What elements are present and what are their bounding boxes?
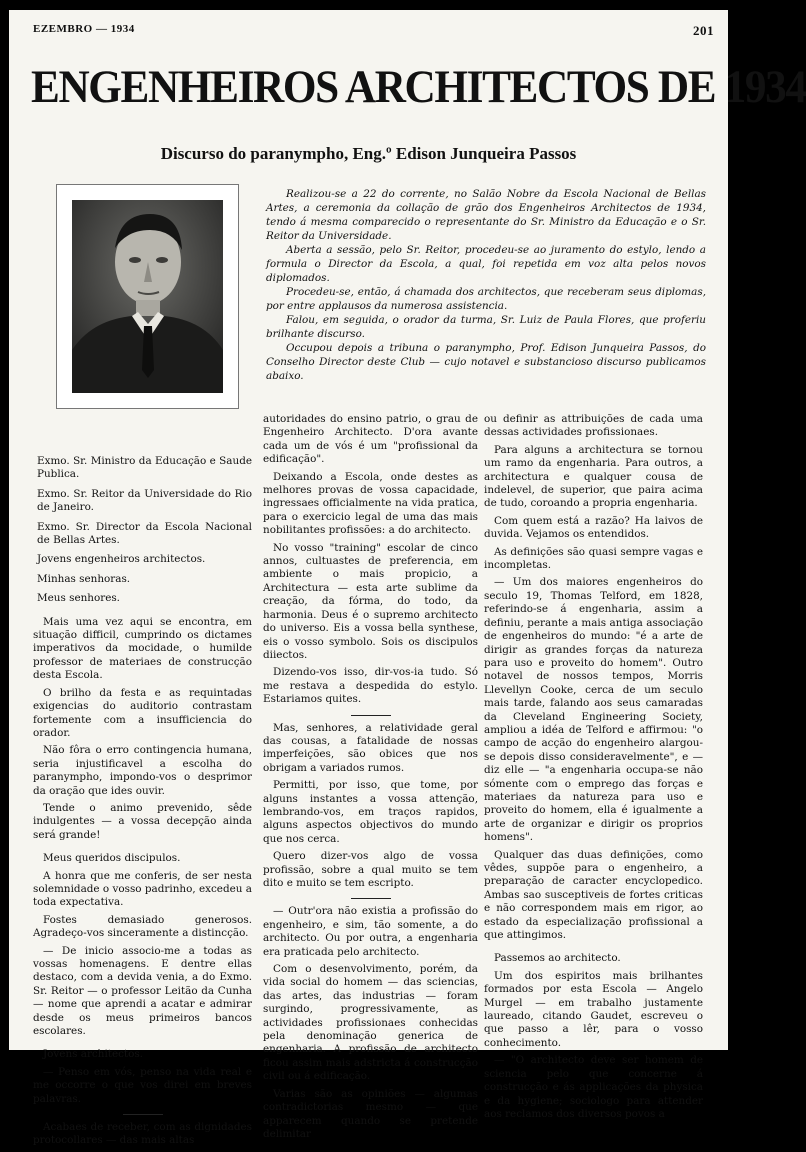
salutation-line: Jovens engenheiros architectos.: [37, 553, 206, 566]
body-paragraph: Meus queridos discipulos.: [43, 852, 181, 865]
body-paragraph: As definições são quasi sempre vagas e incompletas.: [484, 545, 703, 572]
body-paragraph: Deixando a Escola, onde destes as melhores provas de vossa capacidade, ingressaes officialmente na vida pratica, para o exercicio legal de uma das mais nobilitantes profissões: a do architecto.: [263, 470, 478, 537]
portrait-photo: [56, 184, 239, 409]
body-paragraph: O brilho da festa e as requintadas exigencias do auditorio contrastam fortemente com a insufficiencia do orador.: [33, 686, 252, 739]
text-column-2: [263, 413, 478, 1145]
body-paragraph: Jovens architectos.: [43, 1048, 143, 1061]
section-divider: [351, 898, 391, 899]
magazine-page: [9, 10, 806, 1147]
intro-paragraph: Realizou-se a 22 do corrente, no Salão Nobre da Escola Nacional de Bellas Artes, a ceremonia da collação de grão dos Engenheiros Architectos de 1934, tendo á mesma comparecido o representante do Sr. Ministro da Educação e o Sr. Reitor da Universidade.: [266, 188, 706, 242]
intro-paragraph: Occupou depois a tribuna o paranympho, Prof. Edison Junqueira Passos, do Conselho Director deste Club — cujo notavel e substancioso discurso publicamos abaixo.: [266, 342, 706, 382]
portrait-image: [72, 200, 223, 393]
body-paragraph: Dizendo-vos isso, dir-vos-ia tudo. Só me restava a despedida do estylo. Estariamos quites.: [263, 666, 478, 706]
body-paragraph: Qualquer das duas definições, como vêdes, suppõe para o engenheiro, a preparação de caracter encyclopedico. Ambas sao susceptiveis de fortes criticas e não correspondem mais em rigor, ao estado da especialização profissional a que attingimos.: [484, 848, 703, 942]
body-paragraph: autoridades do ensino patrio, o grau de Engenheiro Architecto. D'ora avante cada um de vós é um "profissional da edificação".: [263, 413, 478, 466]
body-paragraph: — "O architecto deve ser homem de sciencia pelo que concerne á construcção e ás applicações da physica e da hygiene; sociologo para attender aos reclamos dos diversos povos a: [484, 1054, 703, 1120]
body-paragraph: Mais uma vez aqui se encontra, em situação difficil, cumprindo os dictames imperativos da mocidade, o humilde professor de materiaes de construcção desta Escola.: [33, 615, 252, 682]
body-paragraph: — De inicio associo-me a todas as vossas homenagens. E dentre ellas destaco, com a devida venia, a do Exmo. Sr. Reitor — o professor Leitão da Cunha — nome que aprendi a acatar e admirar desde os meus primeiros bancos escolares.: [33, 944, 252, 1038]
body-paragraph: Acabaes de receber, com as dignidades protocollares — das mais altas: [33, 1121, 252, 1147]
body-paragraph: No vosso "training" escolar de cinco annos, cultuastes de preferencia, em ambiente o mais propicio, a Architectura — esta arte sublime da creação, da fórma, do todo, da harmonia. Deus é o supremo architecto do universo. Eis a vossa bella synthese, eis o vosso symbolo. Sois os discipulos diiectos.: [263, 541, 478, 661]
salutation-line: Minhas senhoras.: [37, 572, 131, 585]
text-column-3: [484, 413, 703, 1125]
text-column-1: [33, 455, 252, 1152]
salutation-line: Exmo. Sr. Ministro da Educação e Saude Publica.: [37, 455, 252, 481]
section-divider: [123, 1114, 163, 1115]
page-number: 201: [693, 23, 714, 38]
body-paragraph: Fostes demasiado generosos. Agradeço-vos sinceramente a distincção.: [33, 913, 252, 940]
body-paragraph: — Penso em vós, penso na vida real e me occorre o que vos direi em breves palavras.: [33, 1065, 252, 1105]
body-paragraph: Passemos ao architecto.: [494, 952, 621, 965]
body-paragraph: Com quem está a razão? Ha laivos de duvida. Vejamos os entendidos.: [484, 514, 703, 541]
body-paragraph: Para alguns a architectura se tornou um ramo da engenharia. Para outros, a architectura e qualquer cousa de indelevel, de superior, que paira acima de tudo, coroando a propria engenharia.: [484, 443, 703, 510]
salutation-line: Meus senhores.: [37, 592, 120, 605]
body-paragraph: Mas, senhores, a relatividade geral das cousas, a fatalidade de nossas imperfeições, são obices que nos obrigam a variados rumos.: [263, 721, 478, 774]
article-title: ENGENHEIROS ARCHITECTOS DE 1934: [31, 61, 806, 113]
body-paragraph: Varias são as opiniões — algumas contradictorias mesmo — que apparecem quando se pretende delimitar: [263, 1087, 478, 1140]
body-paragraph: A honra que me conferis, de ser nesta solemnidade o vosso padrinho, excedeu a toda expectativa.: [33, 869, 252, 909]
running-header-date: EZEMBRO — 1934: [33, 23, 135, 35]
article-intro: [266, 187, 706, 383]
intro-paragraph: Falou, em seguida, o orador da turma, Sr. Luiz de Paula Flores, que proferiu brilhante discurso.: [266, 314, 706, 340]
body-paragraph: ou definir as attribuições de cada uma dessas actividades profissionaes.: [484, 413, 703, 439]
salutation-line: Exmo. Sr. Reitor da Universidade do Rio de Janeiro.: [37, 487, 252, 514]
body-paragraph: Um dos espiritos mais brilhantes formados por esta Escola — Angelo Murgel — em trabalho justamente laureado, citando Gaudet, escreveu o que passo a lêr, para o vosso conhecimento.: [484, 969, 703, 1049]
intro-paragraph: Aberta a sessão, pelo Sr. Reitor, procedeu-se ao juramento do estylo, lendo a formula o Director da Escola, a qual, foi repetida em voz alta pelos novos diplomados.: [266, 244, 706, 284]
body-paragraph: — Outr'ora não existia a profissão do engenheiro, e sim, tão somente, a do architecto. Ou por outra, a engenharia era praticada pelo architecto.: [263, 905, 478, 958]
body-paragraph: Tende o animo prevenido, sêde indulgentes — a vossa decepção ainda será grande!: [33, 801, 252, 841]
body-paragraph: Com o desenvolvimento, porém, da vida social do homem — das sciencias, das artes, das industrias — foram surgindo, progressivamente, as actividades profissionaes conhecidas pela denominação generica de engenharia. A profissão de architecto ficou assim mais adstricta á construcção civil ou á edificação.: [263, 963, 478, 1083]
salutation-line: Exmo. Sr. Director da Escola Nacional de Bellas Artes.: [37, 520, 252, 547]
intro-paragraph: Procedeu-se, então, á chamada dos architectos, que receberam seus diplomas, por entre applausos da numerosa assistencia.: [266, 286, 706, 312]
body-paragraph: — Um dos maiores engenheiros do seculo 19, Thomas Telford, em 1828, referindo-se á engenharia, assim a definiu, perante a mais antiga associação de engenheiros do mundo: "é a arte de dirigir as grandes forças da natureza para uso e proveito do homem". Outro notavel de nossos tempos, Morris Llevellyn Cooke, cerca de um seculo mais tarde, falando aos seus camaradas da Cleveland Engineering Society, ampliou a idéa de Telford e affirmou: "o campo de acção do engenheiro alargou-se depois disso consideravelmente", e — diz elle — "a engenharia occupa-se não sómente com o emprego das forças e materiaes da natureza para uso e proveito do homem, ella é igualmente a arte de organizar e dirigir os proprios homens".: [484, 576, 703, 844]
section-divider: [351, 715, 391, 716]
article-subtitle: Discurso do paranympho, Eng.º Edison Junqueira Passos: [160, 144, 577, 163]
body-paragraph: Quero dizer-vos algo de vossa profissão, sobre a qual muito se tem dito e muito se tem escripto.: [263, 850, 478, 889]
body-paragraph: Permitti, por isso, que tome, por alguns instantes a vossa attenção, lembrando-vos, em traços rapidos, alguns aspectos objectivos do mundo que nos cerca.: [263, 779, 478, 845]
salutation-block: [33, 455, 252, 606]
body-paragraph: Não fôra o erro contingencia humana, seria injustificavel a escolha do paranympho, impondo-vos o desprimor da oração que ides ouvir.: [33, 744, 252, 797]
